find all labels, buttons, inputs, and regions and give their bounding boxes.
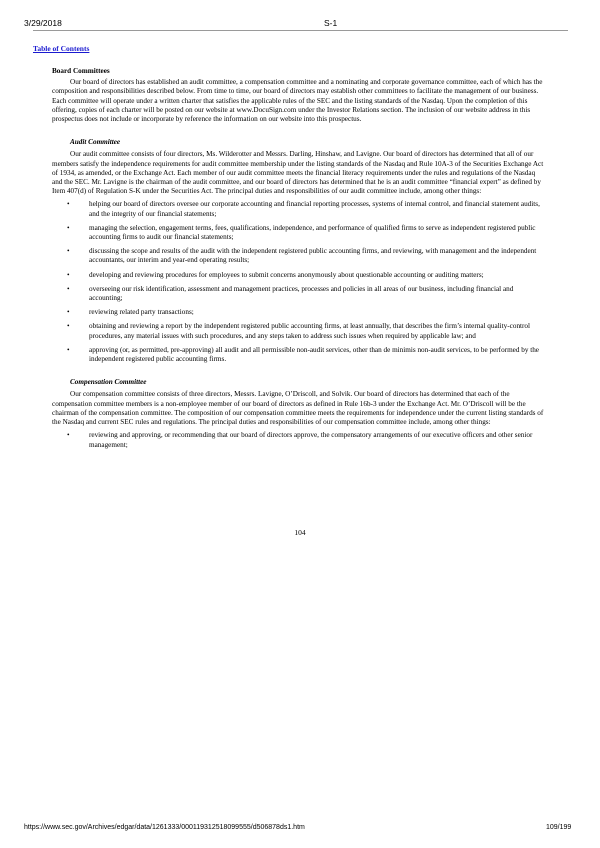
bullet-icon: • [67,247,70,256]
list-item: • managing the selection, engagement terms, fees, qualifications, independence, and performance of qualified firms to serve as independent registered public accounting firms to audit our financial statements; [67,223,536,242]
audit-committee-paragraph: Our audit committee consists of four directors, Ms. Wilderotter and Messrs. Darling, Hinshaw, and Lavigne. Our board of directors has determined that all of our members satisfy the independence requirements for audit committee membership under the listing standards of the Nasdaq and Rule 10A-3 of the Securities Exchange Act of 1934, as amended, or the Exchange Act. Each member of our audit committee meets the financial literacy requirements under the rules and regulations of the Nasdaq and the SEC. Mr. Lavigne is the chairman of the audit committee, and our board of directors has determined that he is an audit committee “financial expert” as defined by Item 407(d) of Regulation S-K under the Securities Act. The principal duties and responsibilities of our audit committee include, among other things: [52,150,544,196]
bullet-icon: • [67,200,70,209]
bullet-icon: • [67,308,70,317]
list-item: • helping our board of directors oversee our corporate accounting and financial reporting processes, systems of internal control, and financial statement audits, and the integrity of our financial statements; [67,200,540,218]
bullet-icon: • [67,345,70,354]
print-date: 3/29/2018 [24,18,62,28]
compensation-committee-paragraph: Our compensation committee consists of three directors, Messrs. Lavigne, O’Driscoll, and Solvik. Our board of directors has determined that each of the compensation committee members is a non-employee member of our board of directors as defined in Rule 16b-3 under the Exchange Act. Mr. O’Driscoll will be the chairman of the compensation committee. The composition of our compensation committee meets the requirements for independence under the current listing standards of the Nasdaq and current SEC rules and regulations. The principal duties and responsibilities of our compensation committee include, among other things: [52,390,544,427]
bullet-icon: • [67,223,70,232]
board-committees-heading: Board Committees [52,67,110,75]
list-item: • discussing the scope and results of the audit with the independent registered public accounting firms, and reviewing, with management and the independent accountants, our interim and year-end operating results; [67,247,537,265]
print-page-count: 109/199 [546,824,572,831]
list-item: • reviewing and approving, or recommending that our board of directors approve, the compensatory arrangements of our executive officers and other senior management; [67,431,533,449]
bullet-icon: • [67,284,70,293]
bullet-icon: • [67,270,70,279]
list-item: • reviewing related party transactions; [67,308,194,317]
table-of-contents-link[interactable]: Table of Contents [33,44,90,53]
compensation-committee-duties-list [52,431,547,449]
source-url: https://www.sec.gov/Archives/edgar/data/1261333/000119312518099555/d506878ds1.htm [24,824,305,831]
audit-committee-duties-list [52,200,547,364]
compensation-committee-heading: Compensation Committee [70,378,147,387]
list-item: • obtaining and reviewing a report by the independent registered public accounting firms, at least annually, that describes the firm’s internal quality-control procedures, any material issues with such procedures, and any steps taken to address such issues when required by applicable law; and [67,322,531,340]
header-divider [33,30,568,31]
document-title: S-1 [324,18,338,28]
audit-committee-heading: Audit Committee [70,138,121,147]
bullet-icon: • [67,431,70,440]
document-body [52,67,547,455]
list-item: • overseeing our risk identification, assessment and management practices, processes and policies in all areas of our business, including financial and accounting; [67,284,514,303]
list-item: • developing and reviewing procedures for employees to submit concerns anonymously about questionable accounting or auditing matters; [67,270,484,279]
board-committees-paragraph: Our board of directors has established an audit committee, a compensation committee and a nominating and corporate governance committee, each of which has the composition and responsibilities described below. From time to time, our board of directors may establish other committees to facilitate the management of our business. Each committee will operate under a written charter that satisfies the applicable rules of the SEC and the listing standards of the Nasdaq. Upon the completion of this offering, copies of each charter will be posted on our website at www.DocuSign.com under the Investor Relations section. The inclusion of our website address in this prospectus does not include or incorporate by reference the information on our website into this prospectus. [52,78,543,124]
page-number: 104 [294,528,306,537]
bullet-icon: • [67,322,70,331]
list-item: • approving (or, as permitted, pre-approving) all audit and all permissible non-audit services, other than de minimis non-audit services, to be performed by the independent registered public accounting firms. [67,345,540,364]
